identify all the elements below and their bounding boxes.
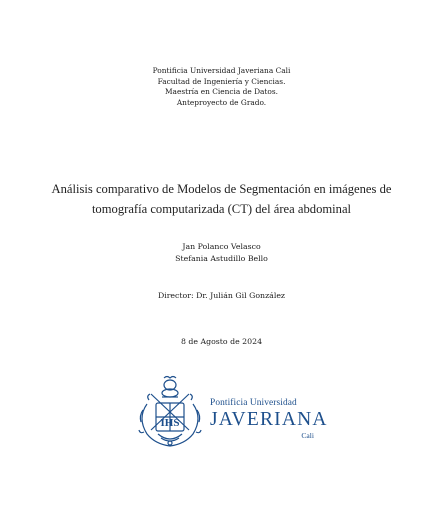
crest-monogram: IHS xyxy=(160,417,180,429)
title-line-1: Análisis comparativo de Modelos de Segmentación en imágenes de xyxy=(51,182,392,196)
director-line: Director: Dr. Julián Gil González xyxy=(157,291,286,300)
author-1: Jan Polanco Velasco xyxy=(182,242,261,251)
institution-header xyxy=(0,66,443,108)
header-university: Pontificia Universidad Javeriana Cali xyxy=(152,66,291,75)
document-title xyxy=(0,179,443,219)
author-2: Stefania Astudillo Bello xyxy=(175,254,268,264)
authors xyxy=(0,241,443,266)
wordmark-line-1: Pontificia Universidad xyxy=(210,398,297,408)
title-line-2: tomografía computarizada (CT) del área abdominal xyxy=(91,202,352,216)
header-faculty: Facultad de Ingeniería y Ciencias. xyxy=(157,76,286,86)
wordmark-line-3: Cali xyxy=(301,431,314,440)
header-document-type: Anteproyecto de Grado. xyxy=(176,97,267,107)
wordmark-line-2: JAVERIANA xyxy=(210,409,328,430)
university-wordmark xyxy=(210,398,330,440)
header-program: Maestría en Ciencia de Datos. xyxy=(164,87,278,97)
date-line: 8 de Agosto de 2024 xyxy=(180,337,263,346)
